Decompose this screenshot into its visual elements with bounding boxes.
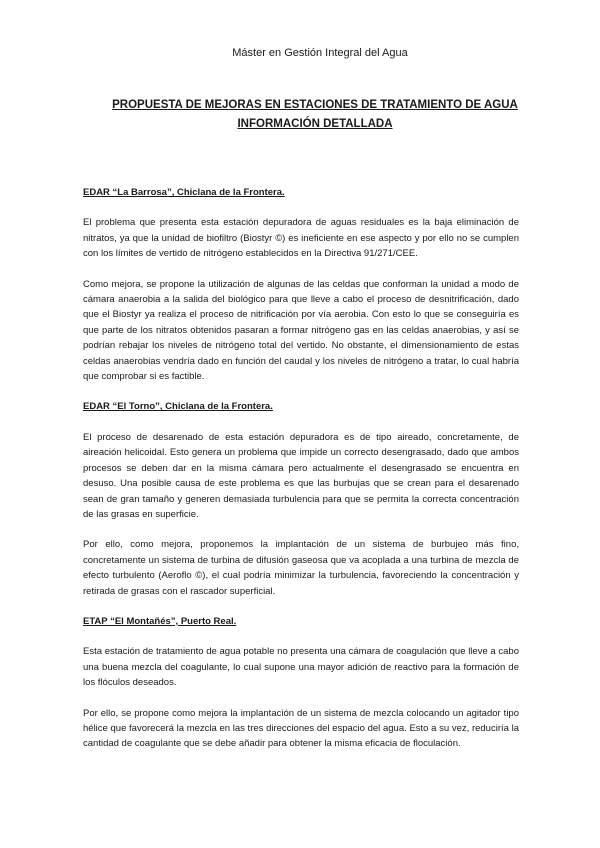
section-la-barrosa <box>83 185 519 384</box>
paragraph: El problema que presenta esta estación depuradora de aguas residuales es la baja eliminación de nitratos, ya que la unidad de biofiltro (Biostyr ©) es ineficiente en ese aspecto y por ello no se cumplen con los límites de vertido de nitrógeno establecidos en la Directiva 91/271/CEE. <box>83 217 519 260</box>
paragraph: Por ello, se propone como mejora la implantación de un sistema de mezcla colocando un agitador tipo hélice que favorecerá la mezcla en las tres direcciones del espacio del agua. Esto a su vez, reduciría la cantidad de coagulante que se debe añadir para obtener la misma eficacia de floculación. <box>83 707 519 750</box>
document-title <box>60 96 570 134</box>
section-title: EDAR “El Torno”, Chiclana de la Frontera. <box>83 401 273 413</box>
paragraph: Por ello, como mejora, proponemos la implantación de un sistema de burbujeo más fino, concretamente un sistema de turbina de difusión gaseosa que va acoplada a una turbina de mezcla de efecto turbulento (Aeroflo ©), el cual podría minimizar la turbulencia, favoreciendo la concentración y retirada de grasas con el rascador superficial. <box>83 539 519 597</box>
paragraph: El proceso de desarenado de esta estación depuradora es de tipo aireado, concretamente, de aireación helicoidal. Esto genera un problema que impide un correcto desengrasado, dado que ambos procesos se deben dar en la misma cámara pero actualmente el desengrasado se encuentra en desuso. Una posible causa de este problema es que las burbujas que se crean para el desarenado sean de gran tamaño y generen demasiada turbulencia para que se permita la correcta concentración de las grasas en superficie. <box>83 431 519 520</box>
section-el-torno <box>83 399 519 598</box>
section-el-montanes <box>83 614 519 752</box>
title-line-2: INFORMACIÓN DETALLADA <box>237 118 393 130</box>
title-line-1: PROPUESTA DE MEJORAS EN ESTACIONES DE TRATAMIENTO DE AGUA <box>112 99 518 111</box>
paragraph: Como mejora, se propone la utilización de algunas de las celdas que conforman la unidad a modo de cámara anaerobia a la salida del biológico para que lleve a cabo el proceso de desnitrificación, dado que el Biostyr ya realiza el proceso de nitrificación por vía aerobia. Con esto lo que se conseguiría es que parte de los nitratos obtenidos pasaran a formar nitrógeno gas en las celdas anaerobias, y así se podrían rebajar los niveles de nitrógeno total del vertido. No obstante, el dimensionamiento de estas celdas anaerobias vendría dado en función del caudal y los niveles de nitrógeno a tratar, lo cual habría que comprobar si es factible. <box>83 278 519 383</box>
running-header: Máster en Gestión Integral del Agua <box>232 47 408 59</box>
document-body <box>83 185 519 767</box>
paragraph: Esta estación de tratamiento de agua potable no presenta una cámara de coagulación que lleve a cabo una buena mezcla del coagulante, lo cual supone una mayor adición de reactivo para la formación de los flóculos deseados. <box>83 646 519 689</box>
section-title: EDAR “La Barrosa”, Chiclana de la Frontera. <box>83 187 285 198</box>
section-title: ETAP “El Montañés”, Puerto Real. <box>83 615 237 627</box>
